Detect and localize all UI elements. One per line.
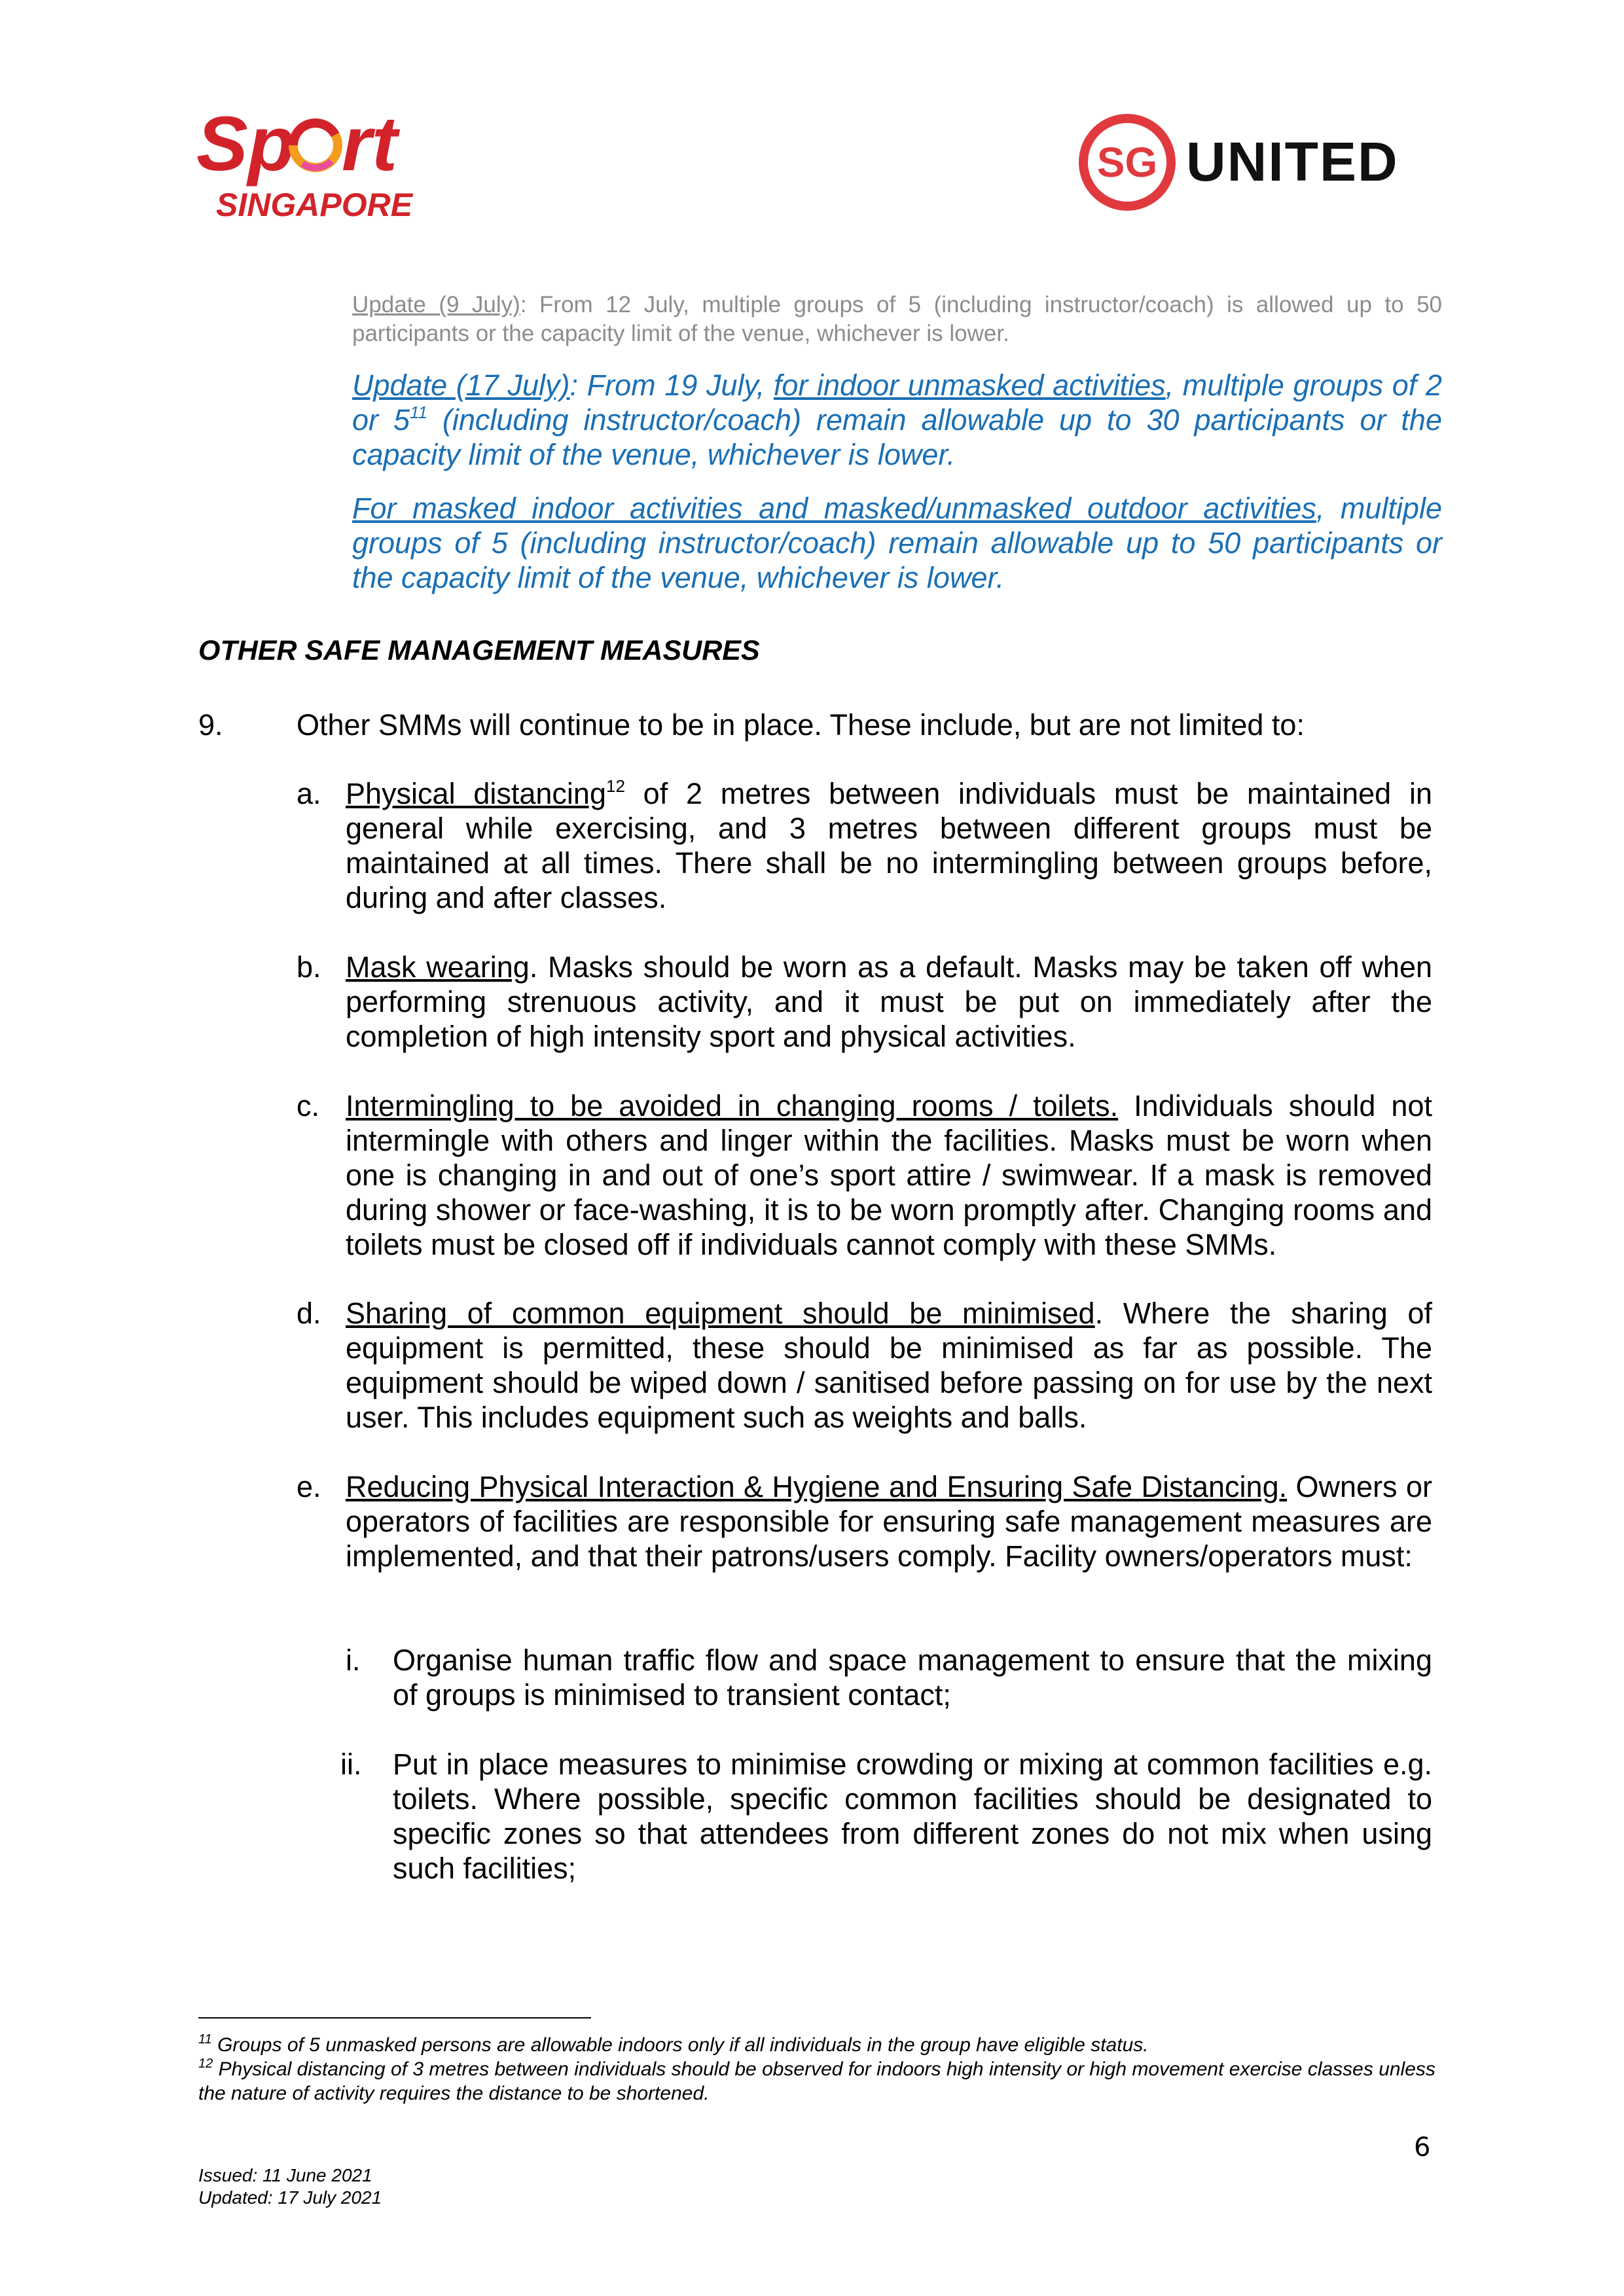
item-c-text: Individuals should not intermingle with others and linger within the facilities. Masks must be worn when one is changing in and out of one’s sport attire / swimwear. If a mask is removed during shower or face-washing, it is to be worn promptly after. Changing rooms and toilets must be closed off if individuals cannot comply with these SMMs. [346,1089,1432,1261]
update-17-july-text-b: , multiple groups of 2 or 5 [352,368,1442,437]
svg-text:SINGAPORE: SINGAPORE [216,187,413,223]
item-d-marker: d. [297,1297,321,1330]
svg-text:Sp: Sp [196,105,295,187]
item-c-body [346,1088,1432,1262]
item-b-text: . Masks should be worn as a default. Masks may be taken off when performing strenuous activity, and it must be put on immediately after the completion of high intensity sport and physical activities. [346,950,1432,1053]
page-number: 6 [1414,2132,1431,2162]
item-d-title: Sharing of common equipment should be minimised [346,1297,1095,1330]
subitem-ii-body: Put in place measures to minimise crowding or mixing at common facilities e.g. toilets. Where possible, specific common facilities should be designated to specific zones so that attendees from different zones do not mix when using such facilities; [393,1748,1432,1885]
item-a-body [346,776,1432,915]
svg-text:UNITED: UNITED [1186,131,1399,192]
subitem-i-marker: i. [346,1643,361,1677]
item-b-marker: b. [297,950,321,984]
footnote-11-number: 11 [198,2032,212,2047]
update-9-july [352,291,1442,348]
item-e-title: Reducing Physical Interaction & Hygiene and Ensuring Safe Distancing. [346,1470,1288,1503]
item-a-marker: a. [297,777,321,810]
update-9-july-label: Update (9 July) [352,292,520,317]
update-9-july-text: : From 12 July, multiple groups of 5 (including instructor/coach) is allowed up to 50 participants or the capacity limit of the venue, whichever is lower. [352,292,1443,346]
footnote-12 [198,2057,1442,2106]
sg-united-logo [1074,110,1440,215]
footnote-11-text: Groups of 5 unmasked persons are allowable indoors only if all individuals in the group have eligible status. [211,2034,1149,2056]
item-a-title: Physical distancing [346,777,606,810]
update-17-july-text-c: (including instructor/coach) remain allowable up to 30 participants or the capacity limit of the venue, whichever is lower. [352,403,1442,471]
section-heading: OTHER SAFE MANAGEMENT MEASURES [198,635,760,666]
subitem-ii-marker: ii. [340,1748,362,1781]
issued-info [198,2164,382,2209]
svg-text:rt: rt [342,105,398,187]
update-17-july [352,368,1442,472]
item-b-title: Mask wearing [346,950,530,984]
item-d-text: . Where the sharing of equipment is permitted, these should be minimised as far as possible. The equipment should be wiped down / sanitised before passing on for use by the next user. This includes equipment such as weights and balls. [346,1297,1432,1434]
item-a-text: of 2 metres between individuals must be maintained in general while exercising, and 3 metres between different groups must be maintained at all times. There shall be no intermingling between groups before, during and after classes. [346,777,1432,914]
item-b-body [346,950,1432,1054]
sport-singapore-logo-graphic [196,105,445,229]
para-9-number: 9. [198,708,223,742]
updates-block [352,291,1442,595]
issued-date: Issued: 11 June 2021 [198,2165,372,2185]
item-e-marker: e. [297,1470,321,1503]
sg-united-logo-graphic [1074,110,1440,215]
update-masked-outdoor-text: , multiple groups of 5 (including instructor/coach) remain allowable up to 50 participants or the capacity limit of the venue, whichever is lower. [352,492,1442,594]
update-17-july-label: Update (17 July) [352,368,570,402]
svg-text:SG: SG [1096,139,1158,186]
footnote-ref-12: 12 [605,776,625,796]
subitem-i-body: Organise human traffic flow and space management to ensure that the mixing of groups is minimised to transient contact; [393,1643,1432,1712]
footnotes [198,2033,1442,2106]
item-c-title: Intermingling to be avoided in changing rooms / toilets. [346,1089,1119,1122]
update-masked-outdoor [352,491,1442,595]
update-17-july-text-a: : From 19 July, [569,368,774,402]
para-9-text: Other SMMs will continue to be in place. These include, but are not limited to: [297,708,1305,742]
footnote-ref-11: 11 [409,403,427,422]
item-e-text: Owners or operators of facilities are responsible for ensuring safe management measures are implemented, and that their patrons/users comply. Facility owners/operators must: [346,1470,1432,1573]
footnote-11 [198,2033,1442,2057]
update-17-july-link: for indoor unmasked activities [773,368,1166,402]
footnote-divider [198,2017,591,2018]
item-e-body [346,1469,1432,1573]
update-masked-outdoor-link: For masked indoor activities and masked/unmasked outdoor activities [352,492,1316,525]
updated-date: Updated: 17 July 2021 [198,2187,382,2208]
sport-singapore-logo [196,105,445,229]
item-d-body [346,1296,1432,1435]
item-c-marker: c. [297,1089,320,1122]
footnote-12-text: Physical distancing of 3 metres between individuals should be observed for indoors high intensity or high movement exercise classes unless the nature of activity requires the distance to be shortened. [198,2058,1435,2104]
footnote-12-number: 12 [198,2056,213,2071]
